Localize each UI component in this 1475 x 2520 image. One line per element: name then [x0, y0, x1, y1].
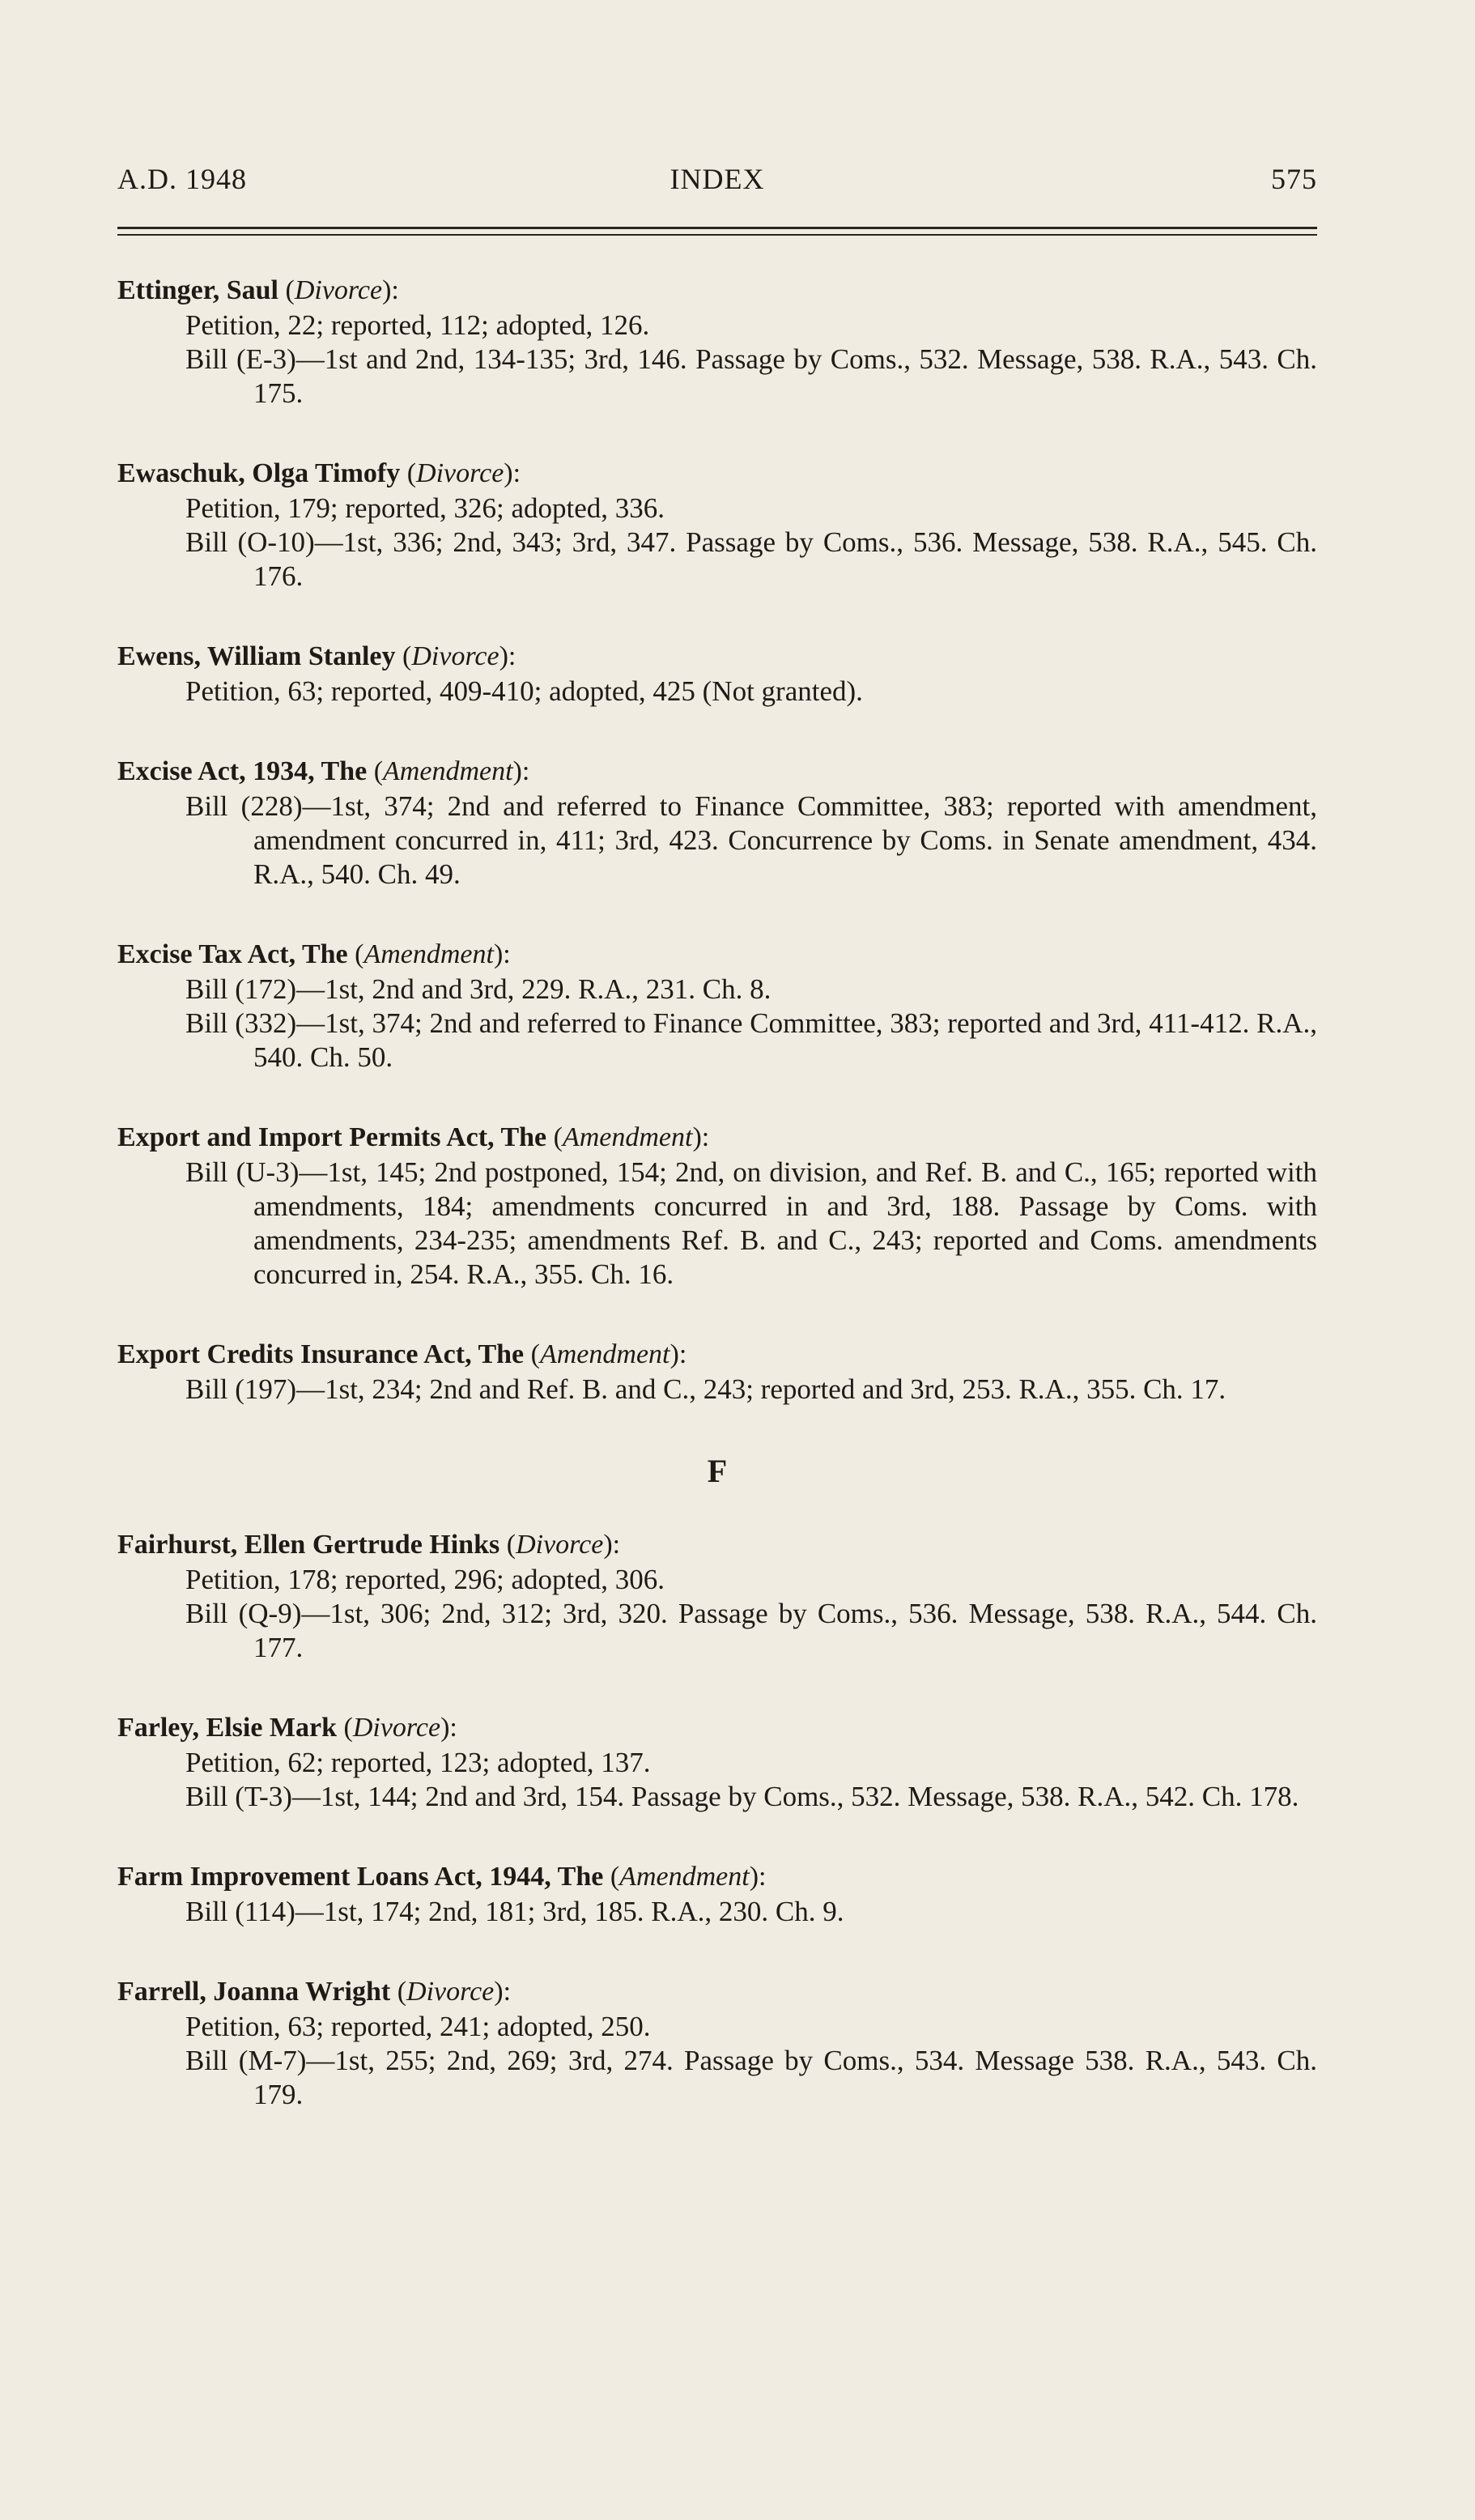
entry-detail-line: Petition, 62; reported, 123; adopted, 137. — [185, 1747, 651, 1778]
index-entry — [117, 456, 1317, 594]
index-entry — [117, 754, 1317, 892]
index-page — [0, 162, 1475, 2520]
entry-detail-line: Bill (M-7)—1st, 255; 2nd, 269; 3rd, 274. Passage by Coms., 534. Message 538. R.A., 543. Ch. 179. — [185, 2045, 1317, 2110]
entry-heading: Excise Act, 1934, The (Amendment): — [117, 756, 530, 786]
entry-kind: Divorce — [416, 458, 504, 488]
index-entry — [117, 273, 1317, 411]
entries-section-f — [117, 1527, 1317, 2112]
entry-heading: Farrell, Joanna Wright (Divorce): — [117, 1977, 512, 2007]
entry-name: Excise Tax Act, The — [117, 939, 348, 969]
entry-kind: Amendment — [383, 756, 513, 786]
entry-heading: Farm Improvement Loans Act, 1944, The (Amendment): — [117, 1862, 767, 1892]
index-entry — [117, 1859, 1317, 1929]
entry-detail-line: Bill (197)—1st, 234; 2nd and Ref. B. and C., 243; reported and 3rd, 253. R.A., 355. Ch. 17. — [185, 1373, 1226, 1405]
entry-heading: Ettinger, Saul (Divorce): — [117, 275, 399, 305]
entry-detail-line: Bill (228)—1st, 374; 2nd and referred to Finance Committee, 383; reported with amendment, amendment concurred in, 411; 3rd, 423. Concurrence by Coms. in Senate amendment, 434. R.A., 540. Ch. 49. — [185, 790, 1317, 890]
entry-heading: Excise Tax Act, The (Amendment): — [117, 939, 511, 969]
entry-name: Farrell, Joanna Wright — [117, 1977, 391, 2007]
entry-heading: Ewaschuk, Olga Timofy (Divorce): — [117, 458, 521, 488]
entry-heading: Farley, Elsie Mark (Divorce): — [117, 1713, 457, 1743]
entry-detail-line: Bill (O-10)—1st, 336; 2nd, 343; 3rd, 347. Passage by Coms., 536. Message, 538. R.A., 545. Ch. 176. — [185, 526, 1317, 592]
entry-detail-line: Bill (T-3)—1st, 144; 2nd and 3rd, 154. Passage by Coms., 532. Message, 538. R.A., 542. Ch. 178. — [185, 1781, 1299, 1812]
entry-detail-line: Petition, 22; reported, 112; adopted, 126. — [185, 309, 650, 341]
entry-kind: Divorce — [352, 1713, 441, 1743]
entry-name: Fairhurst, Ellen Gertrude Hinks — [117, 1530, 500, 1560]
entry-kind: Divorce — [411, 641, 499, 671]
entry-kind: Amendment — [562, 1122, 693, 1152]
entry-detail-line: Bill (114)—1st, 174; 2nd, 181; 3rd, 185. R.A., 230. Ch. 9. — [185, 1896, 844, 1927]
entry-name: Export Credits Insurance Act, The — [117, 1339, 525, 1369]
index-entry — [117, 639, 1317, 709]
entry-kind: Amendment — [363, 939, 494, 969]
page-number: 575 — [1271, 163, 1317, 195]
entry-kind: Amendment — [619, 1862, 750, 1892]
index-entry — [117, 1710, 1317, 1814]
entry-name: Ettinger, Saul — [117, 275, 279, 305]
entry-detail-line: Petition, 63; reported, 241; adopted, 250. — [185, 2011, 651, 2042]
entry-name: Farley, Elsie Mark — [117, 1713, 338, 1743]
entry-detail-line: Bill (E-3)—1st and 2nd, 134-135; 3rd, 146. Passage by Coms., 532. Message, 538. R.A., 543. Ch. 175. — [185, 343, 1317, 409]
entry-kind: Divorce — [516, 1530, 604, 1560]
entry-name: Export and Import Permits Act, The — [117, 1122, 547, 1152]
entry-name: Excise Act, 1934, The — [117, 756, 368, 786]
entry-heading: Fairhurst, Ellen Gertrude Hinks (Divorce): — [117, 1530, 621, 1560]
section-letter-heading: F — [707, 1453, 728, 1489]
entry-name: Ewens, William Stanley — [117, 641, 396, 671]
index-entries — [117, 273, 1317, 2112]
entry-heading: Export Credits Insurance Act, The (Amendment): — [117, 1339, 687, 1369]
index-entry — [117, 1527, 1317, 1665]
header-double-rule — [117, 227, 1317, 236]
running-head — [117, 162, 1317, 211]
entry-detail-line: Bill (172)—1st, 2nd and 3rd, 229. R.A., 231. Ch. 8. — [185, 973, 772, 1005]
entry-kind: Amendment — [539, 1339, 670, 1369]
header-title: INDEX — [669, 163, 765, 195]
index-entry — [117, 1974, 1317, 2112]
entry-detail-line: Petition, 179; reported, 326; adopted, 336. — [185, 492, 665, 524]
entries-section-e — [117, 273, 1317, 1407]
entry-detail-line: Petition, 63; reported, 409-410; adopted, 425 (Not granted). — [185, 675, 863, 707]
entry-kind: Divorce — [406, 1977, 495, 2007]
entry-heading: Export and Import Permits Act, The (Amendment): — [117, 1122, 710, 1152]
entry-detail-line: Bill (332)—1st, 374; 2nd and referred to Finance Committee, 383; reported and 3rd, 411-412. R.A., 540. Ch. 50. — [185, 1007, 1317, 1073]
entry-name: Farm Improvement Loans Act, 1944, The — [117, 1862, 604, 1892]
index-entry — [117, 1120, 1317, 1292]
entry-detail-line: Bill (Q-9)—1st, 306; 2nd, 312; 3rd, 320. Passage by Coms., 536. Message, 538. R.A., 544. Ch. 177. — [185, 1598, 1317, 1663]
entry-detail-line: Petition, 178; reported, 296; adopted, 306. — [185, 1564, 665, 1595]
header-year: A.D. 1948 — [117, 163, 247, 195]
index-entry — [117, 937, 1317, 1075]
entry-heading: Ewens, William Stanley (Divorce): — [117, 641, 516, 671]
index-entry — [117, 1337, 1317, 1407]
entry-name: Ewaschuk, Olga Timofy — [117, 458, 401, 488]
entry-detail-line: Bill (U-3)—1st, 145; 2nd postponed, 154; 2nd, on division, and Ref. B. and C., 165; reported with amendments, 184; amendments concurred in and 3rd, 188. Passage by Coms. with amendments, 234-235; amendments Ref. B. and C., 243; reported and Coms. amendments concurred in, 254. R.A., 355. Ch. 16. — [185, 1156, 1317, 1290]
entry-kind: Divorce — [294, 275, 383, 305]
